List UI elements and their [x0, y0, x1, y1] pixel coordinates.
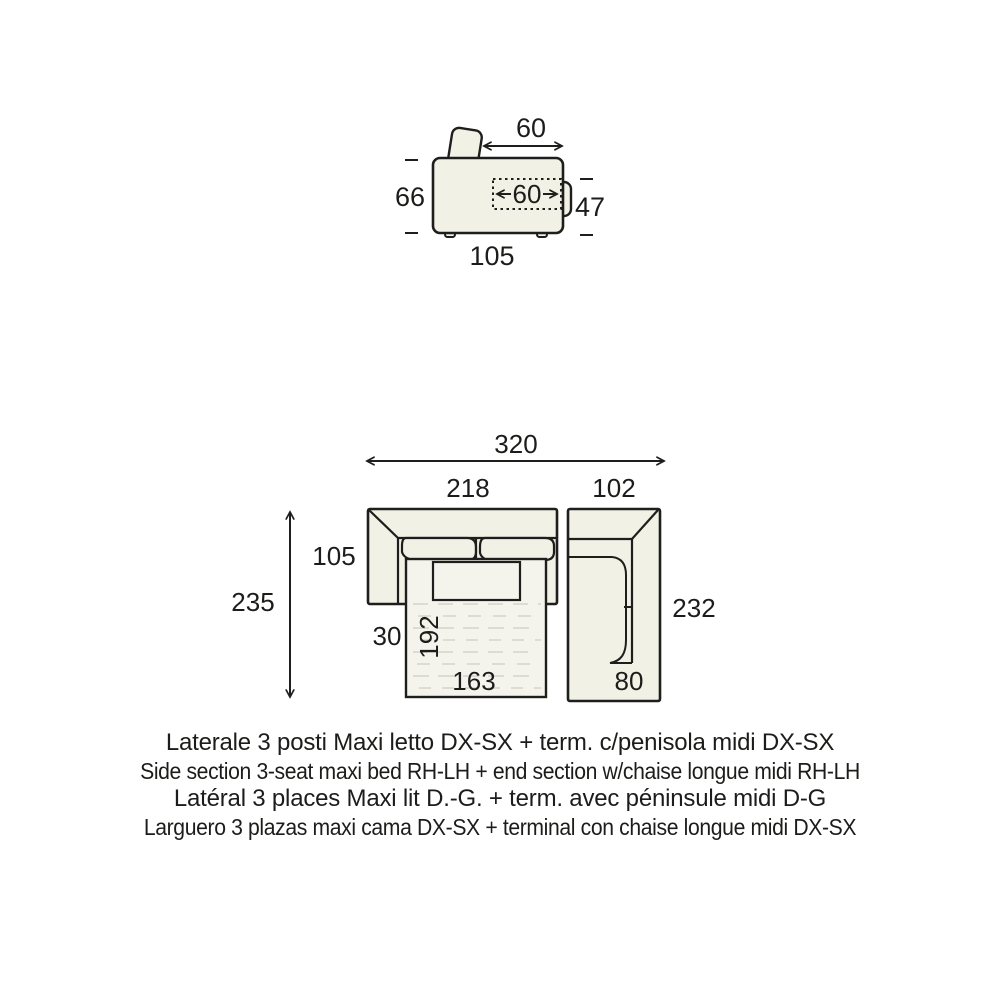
caption-block	[0, 729, 1000, 841]
dim-label-overall-depth: 235	[231, 587, 275, 617]
dim-label-bed-extension: 30	[372, 621, 402, 651]
dim-label-overall-width: 320	[494, 429, 538, 459]
caption-italian: Laterale 3 posti Maxi letto DX-SX + term. c/penisola midi DX-SX	[165, 729, 835, 756]
side-view-body	[433, 158, 563, 233]
side-section-seat-cushion-2	[480, 538, 554, 561]
plan-view-diagram	[231, 429, 715, 701]
dim-label-armrest-height: 47	[574, 192, 606, 222]
dim-label-bed-length: 192	[414, 615, 444, 659]
dim-label-inner-depth: 60	[512, 179, 542, 209]
side-view-diagram	[395, 113, 605, 271]
side-section-seat-cushion-1	[402, 538, 476, 561]
dim-label-seat-depth: 105	[312, 541, 356, 571]
dim-label-end-section-depth: 232	[672, 593, 716, 623]
bed-fold-section	[433, 562, 520, 600]
dim-label-backrest-width: 60	[515, 113, 547, 143]
dim-label-end-section-width: 102	[592, 473, 636, 503]
dim-label-depth: 105	[469, 241, 515, 271]
dim-label-end-seat-width: 80	[614, 666, 644, 696]
caption-french: Latéral 3 places Maxi lit D.-G. + term. avec péninsule midi D-G	[173, 785, 827, 812]
dim-label-side-section-width: 218	[446, 473, 490, 503]
dim-label-bed-width: 163	[452, 666, 496, 696]
caption-english: Side section 3-seat maxi bed RH-LH + end section w/chaise longue midi RH-LH	[140, 758, 860, 784]
caption-spanish: Larguero 3 plazas maxi cama DX-SX + terminal con chaise longue midi DX-SX	[143, 814, 857, 840]
dim-label-height: 66	[394, 182, 426, 212]
